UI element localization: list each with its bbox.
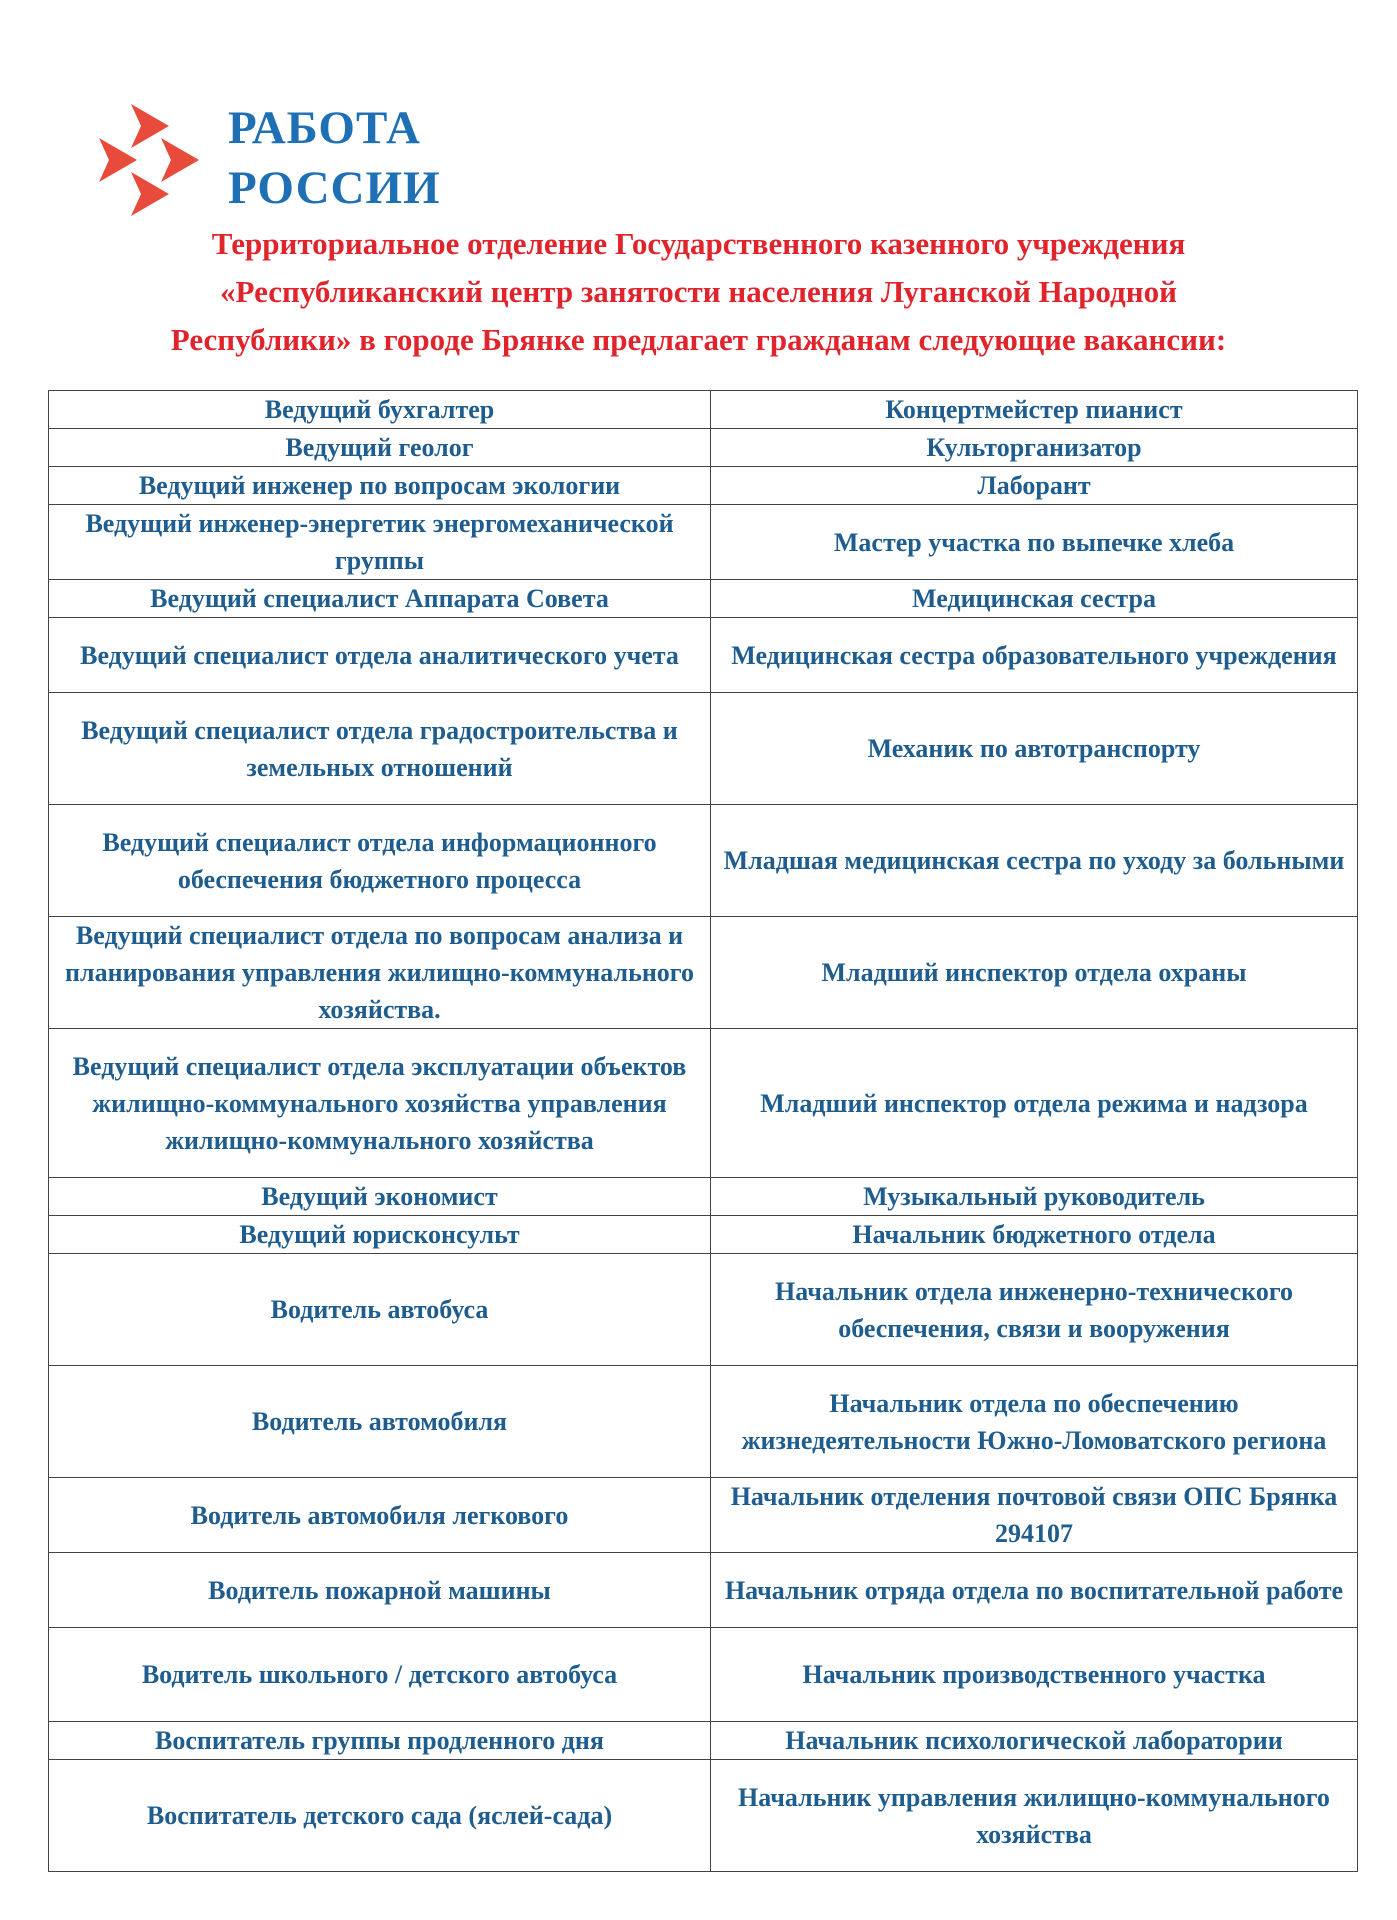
vacancy-cell-right: Начальник управления жилищно-коммунального хозяйства: [711, 1760, 1358, 1872]
table-row: [49, 1628, 1358, 1722]
vacancy-cell-left: Водитель автобуса: [49, 1254, 711, 1366]
vacancy-cell-left: Ведущий инженер по вопросам экологии: [49, 467, 711, 505]
brand-line-1: РАБОТА: [228, 102, 421, 154]
vacancy-cell-left: Ведущий специалист отдела информационного обеспечения бюджетного процесса: [49, 805, 711, 917]
table-row: [49, 805, 1358, 917]
headline-line-1: Территориальное отделение Государственного казенного учреждения: [211, 226, 1186, 261]
vacancy-cell-left: Ведущий специалист отдела градостроительства и земельных отношений: [49, 693, 711, 805]
vacancy-cell-left: Водитель школьного / детского автобуса: [49, 1628, 711, 1722]
table-row: [49, 1029, 1358, 1178]
vacancy-cell-left: Водитель пожарной машины: [49, 1553, 711, 1628]
vacancy-cell-right: Начальник отдела инженерно-технического обеспечения, связи и вооружения: [711, 1254, 1358, 1366]
vacancy-cell-right: Культорганизатор: [711, 429, 1358, 467]
vacancy-cell-left: Ведущий специалист Аппарата Совета: [49, 580, 711, 618]
table-row: [49, 1178, 1358, 1216]
table-row: [49, 391, 1358, 429]
table-row: [49, 1366, 1358, 1478]
vacancy-cell-left: Воспитатель группы продленного дня: [49, 1722, 711, 1760]
vacancy-cell-right: Начальник отдела по обеспечению жизнедеятельности Южно-Ломоватского региона: [711, 1366, 1358, 1478]
vacancy-cell-left: Воспитатель детского сада (яслей-сада): [49, 1760, 711, 1872]
vacancy-cell-left: Ведущий специалист отдела по вопросам анализа и планирования управления жилищно-коммунального хозяйства.: [49, 917, 711, 1029]
table-row: [49, 917, 1358, 1029]
vacancy-cell-right: Начальник отряда отдела по воспитательной работе: [711, 1553, 1358, 1628]
vacancy-cell-right: Начальник отделения почтовой связи ОПС Брянка 294107: [711, 1478, 1358, 1553]
brand-line-2: РОССИИ: [228, 162, 441, 214]
page-headline: [60, 220, 1337, 364]
table-row: [49, 1722, 1358, 1760]
vacancy-cell-left: Ведущий геолог: [49, 429, 711, 467]
vacancy-cell-right: Младший инспектор отдела охраны: [711, 917, 1358, 1029]
vacancy-cell-left: Ведущий юрисконсульт: [49, 1216, 711, 1254]
table-row: [49, 1760, 1358, 1872]
vacancy-cell-right: Медицинская сестра образовательного учреждения: [711, 618, 1358, 693]
vacancy-cell-left: Ведущий специалист отдела эксплуатации объектов жилищно-коммунального хозяйства управления жилищно-коммунального хозяйства: [49, 1029, 711, 1178]
table-row: [49, 580, 1358, 618]
vacancy-cell-left: Ведущий специалист отдела аналитического учета: [49, 618, 711, 693]
vacancy-cell-right: Мастер участка по выпечке хлеба: [711, 505, 1358, 580]
table-row: [49, 1216, 1358, 1254]
brand-wordmark: [228, 98, 441, 218]
vacancy-cell-left: Водитель автомобиля легкового: [49, 1478, 711, 1553]
vacancy-cell-right: Начальник бюджетного отдела: [711, 1216, 1358, 1254]
vacancy-cell-right: Начальник производственного участка: [711, 1628, 1358, 1722]
vacancies-table: [48, 390, 1358, 1872]
red-arrow-chevrons-icon: [95, 100, 215, 220]
vacancy-cell-right: Механик по автотранспорту: [711, 693, 1358, 805]
table-row: [49, 429, 1358, 467]
vacancy-cell-right: Младший инспектор отдела режима и надзора: [711, 1029, 1358, 1178]
vacancy-cell-right: Лаборант: [711, 467, 1358, 505]
vacancy-cell-left: Ведущий инженер-энергетик энергомеханической группы: [49, 505, 711, 580]
vacancy-cell-right: Медицинская сестра: [711, 580, 1358, 618]
vacancy-cell-left: Водитель автомобиля: [49, 1366, 711, 1478]
table-row: [49, 1478, 1358, 1553]
vacancy-cell-left: Ведущий экономист: [49, 1178, 711, 1216]
table-row: [49, 1254, 1358, 1366]
table-row: [49, 1553, 1358, 1628]
vacancy-cell-right: Младшая медицинская сестра по уходу за больными: [711, 805, 1358, 917]
table-row: [49, 467, 1358, 505]
vacancy-cell-right: Концертмейстер пианист: [711, 391, 1358, 429]
vacancy-cell-left: Ведущий бухгалтер: [49, 391, 711, 429]
table-row: [49, 693, 1358, 805]
vacancy-cell-right: Начальник психологической лаборатории: [711, 1722, 1358, 1760]
headline-line-3: Республики» в городе Брянке предлагает гражданам следующие вакансии:: [170, 322, 1227, 357]
vacancy-cell-right: Музыкальный руководитель: [711, 1178, 1358, 1216]
table-row: [49, 505, 1358, 580]
headline-line-2: «Республиканский центр занятости населения Луганской Народной: [220, 274, 1177, 309]
table-row: [49, 618, 1358, 693]
